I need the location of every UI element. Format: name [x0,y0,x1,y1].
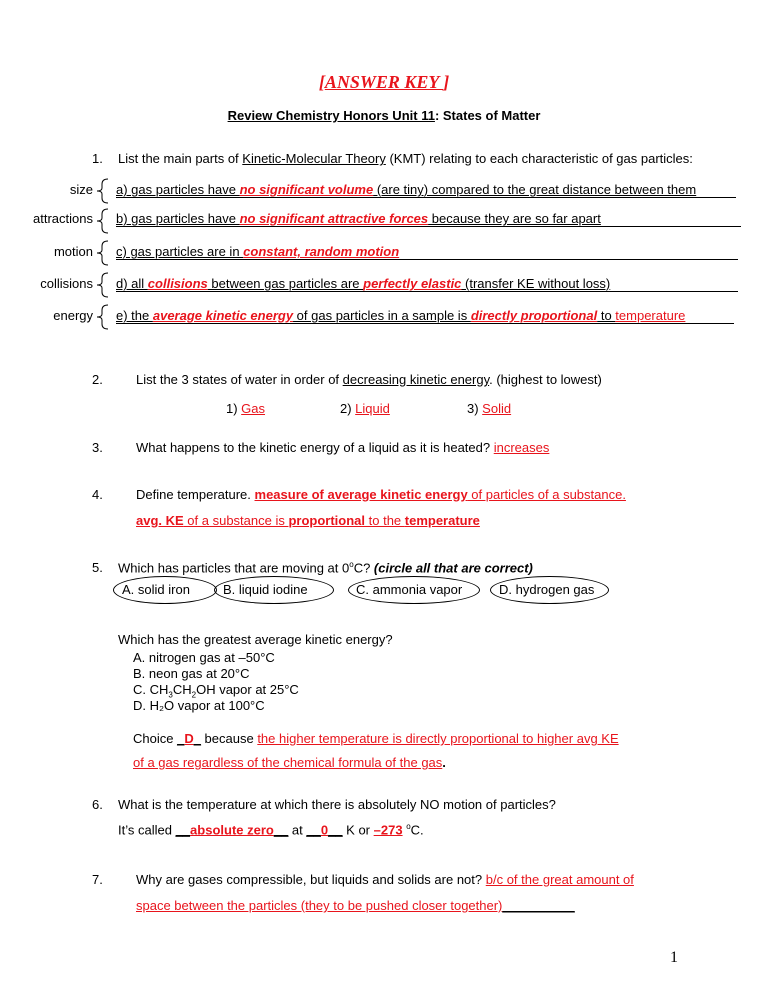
q1-label-attractions: attractions [33,211,93,226]
page-number: 1 [670,949,678,966]
q1-answer-energy [116,308,685,323]
q2-number: 2. [92,372,103,387]
q1-underline-motion [116,259,738,260]
q5-choice-c: C. ammonia vapor [356,582,463,597]
q6-absolute-zero: absolute zero [190,822,274,838]
q4-line2-r1: of a substance is [183,513,289,528]
q4-answer-bold-1: measure of average kinetic energy [254,487,468,502]
q5-optc-sub2: 2 [191,690,197,700]
q5-choice-answer: D [184,731,194,746]
q2-prompt [136,372,602,387]
q6-prompt: What is the temperature at which there is absolutely NO motion of particles? [118,797,556,812]
title-text: ANSWER KEY [324,72,444,92]
q5-optc-c: OH vapor at 25°C [196,682,299,697]
q1-prompt-b: (KMT) relating to each characteristic of gas particles: [385,151,693,166]
q1-collisions-part-4: (transfer KE without loss) [461,276,611,291]
q4-number: 4. [92,487,103,502]
title-bracket-open: [ [318,72,325,92]
q1-collisions-part-1: collisions [147,276,208,291]
q1-underline-energy [116,323,734,324]
q1-kmt-link: Kinetic-Molecular Theory [242,151,386,166]
q5-sub-prompt: Which has the greatest average kinetic energy? [118,632,393,647]
q4-answer-rest-1: of particles of a substance. [467,487,626,502]
subtitle-topic: : States of Matter [434,108,541,123]
q2-answer-3 [467,401,511,416]
q2-answer-2 [340,401,390,416]
q5-degree-sup: o [349,560,354,569]
q1-size-part-1: no significant volume [239,182,374,197]
q1-answer-collisions [116,276,610,291]
q2-answer-1 [226,401,265,416]
q5-prompt-b: C? [353,560,374,576]
q2-a2-num: 2) [340,401,356,416]
q1-energy-part-1: average kinetic energy [152,308,294,323]
answer-key-title [0,72,768,93]
q2-a3-num: 3) [467,401,483,416]
q2-prompt-a: List the 3 states of water in order of [136,372,343,387]
q5-reason-1: the higher temperature is directly proportional to higher avg KE [257,731,619,746]
q4-temperature: temperature [404,513,480,528]
q1-motion-part-1: constant, random motion [243,244,400,259]
q4-line2-r2: to the [365,513,405,528]
q7-answer-2: space between the particles (they to be pushed closer together) [136,898,503,913]
q4-proportional: proportional [288,513,366,528]
q6-deg-c: C. [410,822,424,838]
subtitle-unit: Review Chemistry Honors Unit 11 [227,108,435,123]
q6-degree-sup: o [406,822,411,831]
page-subtitle [0,108,768,123]
q1-energy-part-3: directly proportional [470,308,598,323]
q1-prompt [118,151,693,166]
q1-underline-size [116,197,736,198]
q1-energy-part-5: temperature [615,308,686,323]
q3-number: 3. [92,440,103,455]
q5-choice-pre: _ [177,731,185,746]
q2-a1-text: Gas [241,401,266,416]
q5-circle-instruction: (circle all that are correct) [373,560,533,576]
q1-collisions-part-3: perfectly elastic [363,276,462,291]
q1-collisions-part-2: between gas particles are [207,276,364,291]
q2-a2-text: Liquid [355,401,390,416]
q3-answer: increases [493,440,550,455]
q5-reason-2: of a gas regardless of the chemical formula of the gas [133,755,443,770]
q1-energy-part-4: to [597,308,616,323]
q6-answer-line: It’s called __absolute zero__ at __0__ K or –273 $^o$C. [118,822,424,838]
q1-brace-collisions [96,272,110,298]
q5-choice-a: A. solid iron [122,582,190,597]
q5-choice-line [133,731,619,746]
q1-attractions-part-1: no significant attractive forces [239,211,429,226]
q5-choice-post: _ [193,731,201,746]
q4-line-1 [136,487,626,502]
q5-reason-line-2 [133,755,446,770]
q5-option-b: B. neon gas at 20°C [133,666,250,681]
q7-prompt-text: Why are gases compressible, but liquids and solids are not? [136,872,486,887]
q7-prompt [136,872,634,887]
q1-label-collisions: collisions [40,276,93,291]
q5-choice-d: D. hydrogen gas [499,582,595,597]
q1-number: 1. [92,151,103,166]
q1-energy-part-2: of gas particles in a sample is [293,308,471,323]
q7-answer-line-2: space between the particles (they to be pushed closer together)__________ [136,898,575,913]
q1-collisions-part-0: d) all [116,276,148,291]
q4-prompt: Define temperature. [136,487,255,502]
q1-brace-motion [96,240,110,266]
q6-number: 6. [92,797,103,812]
q5-option-a: A. nitrogen gas at –50°C [133,650,275,665]
q1-underline-attractions [116,226,741,227]
q1-energy-part-0: e) the [116,308,153,323]
q2-prompt-underlined: decreasing kinetic energy [342,372,490,387]
q1-attractions-part-2: because they are so far apart [428,211,601,226]
q5-option-d: D. H₂O vapor at 100°C [133,698,265,713]
q5-option-c [133,682,299,700]
q1-size-part-0: a) gas particles have [116,182,240,197]
q1-attractions-part-0: b) gas particles have [116,211,240,226]
q5-prompt [118,560,533,575]
q5-choice-label: Choice [133,731,178,746]
q1-answer-size [116,182,696,197]
q7-number: 7. [92,872,103,887]
q2-prompt-b: . (highest to lowest) [489,372,602,387]
q6-zero-kelvin: 0 [320,822,329,838]
q1-size-part-2: (are tiny) compared to the great distance between them [373,182,697,197]
q5-prompt-a: Which has particles that are moving at 0 [118,560,350,576]
q5-choice-b: B. liquid iodine [223,582,308,597]
q2-a3-text: Solid [482,401,512,416]
q7-answer-1: b/c of the great amount of [485,872,634,887]
q4-line-2 [136,513,480,528]
q3-prompt-text: What happens to the kinetic energy of a liquid as it is heated? [136,440,494,455]
q1-prompt-a: List the main parts of [118,151,243,166]
q5-because: because [200,731,258,746]
q5-optc-a: C. CH [133,682,169,697]
q1-answer-attractions [116,211,601,226]
q5-optc-sub1: 3 [168,690,173,700]
q1-label-size: size [69,182,93,197]
q1-answer-motion [116,244,399,259]
q5-reason-end: . [442,755,446,770]
q6-called: It’s called [118,822,176,838]
q1-label-motion: motion [53,244,93,259]
q1-brace-attractions [96,208,110,234]
q6-at: at [288,822,307,838]
q3-prompt [136,440,549,455]
q1-underline-collisions [116,291,738,292]
q5-optc-b: CH [172,682,192,697]
q1-brace-size [96,178,110,204]
q6-minus-273: –273 [373,822,403,838]
q1-motion-part-0: c) gas particles are in [116,244,244,259]
q4-avg-ke: avg. KE [136,513,184,528]
q6-k-or: K or [342,822,374,838]
q2-a1-num: 1) [226,401,242,416]
q5-number: 5. [92,560,103,575]
q1-label-energy: energy [53,308,93,323]
title-bracket-close: ] [443,72,450,92]
q1-brace-energy [96,304,110,330]
